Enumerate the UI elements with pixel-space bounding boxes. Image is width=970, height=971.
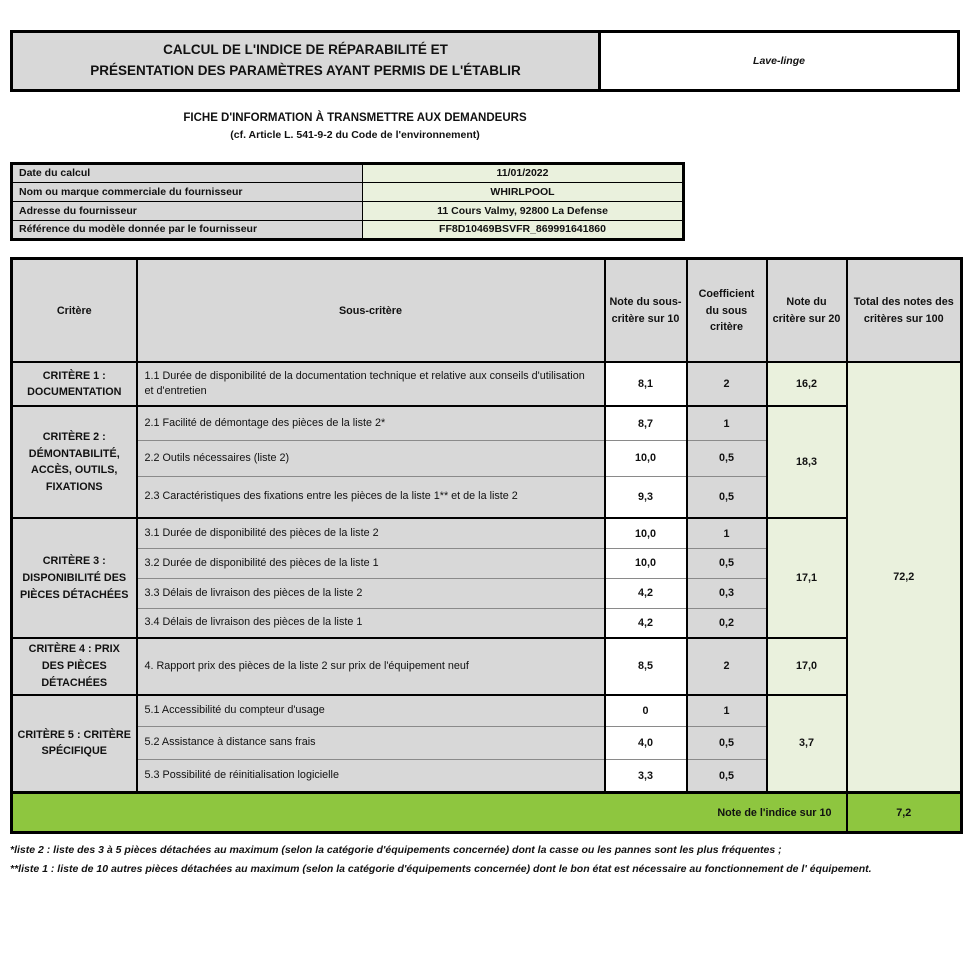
table-row bbox=[12, 406, 962, 440]
col-header-critere: Critère bbox=[12, 258, 137, 362]
coef-5-1: 1 bbox=[687, 695, 767, 727]
info-row-date bbox=[12, 163, 684, 182]
sous-critere-2-3: 2.3 Caractéristiques des fixations entre les pièces de la liste 1** et de la liste 2 bbox=[137, 476, 605, 518]
document-title-line2: PRÉSENTATION DES PARAMÈTRES AYANT PERMIS DE L'ÉTABLIR bbox=[90, 62, 521, 78]
sous-critere-2-2: 2.2 Outils nécessaires (liste 2) bbox=[137, 440, 605, 476]
supplier-info-table bbox=[10, 162, 685, 241]
info-value-address: 11 Cours Valmy, 92800 La Defense bbox=[363, 201, 684, 220]
document-title-line1: CALCUL DE L'INDICE DE RÉPARABILITÉ ET bbox=[163, 42, 448, 57]
note20-critere-3: 17,1 bbox=[767, 518, 847, 638]
sous-critere-1-1: 1.1 Durée de disponibilité de la documentation technique et relative aux conseils d'utilisation et d'entretien bbox=[137, 362, 605, 406]
sous-critere-5-1: 5.1 Accessibilité du compteur d'usage bbox=[137, 695, 605, 727]
coef-2-1: 1 bbox=[687, 406, 767, 440]
col-header-total: Total des notes des critères sur 100 bbox=[847, 258, 962, 362]
critere-5-label: CRITÈRE 5 : CRITÈRE SPÉCIFIQUE bbox=[12, 695, 137, 793]
coef-3-2: 0,5 bbox=[687, 548, 767, 578]
footnote-liste-2: *liste 2 : liste des 3 à 5 pièces détachées au maximum (selon la catégorie d'équipements concernée) dont la casse ou les pannes sont les plus fréquentes ; bbox=[10, 844, 782, 857]
note-2-1: 8,7 bbox=[605, 406, 687, 440]
col-header-coefficient: Coefficient du sous critère bbox=[687, 258, 767, 362]
note-4: 8,5 bbox=[605, 638, 687, 694]
index-result-value: 7,2 bbox=[847, 793, 962, 833]
note-2-2: 10,0 bbox=[605, 440, 687, 476]
info-label-address: Adresse du fournisseur bbox=[12, 201, 363, 220]
critere-3-label: CRITÈRE 3 : DISPONIBILITÉ DES PIÈCES DÉTACHÉES bbox=[12, 518, 137, 638]
subheader bbox=[10, 112, 700, 141]
index-result-row bbox=[12, 793, 962, 833]
table-row bbox=[12, 695, 962, 727]
critere-1-label: CRITÈRE 1 : DOCUMENTATION bbox=[12, 362, 137, 406]
coef-5-2: 0,5 bbox=[687, 727, 767, 760]
table-row bbox=[12, 638, 962, 694]
critere-2-label: CRITÈRE 2 : DÉMONTABILITÉ, ACCÈS, OUTILS, FIXATIONS bbox=[12, 406, 137, 518]
total-sur-100: 72,2 bbox=[847, 362, 962, 792]
note20-critere-4: 17,0 bbox=[767, 638, 847, 694]
critere-4-label: CRITÈRE 4 : PRIX DES PIÈCES DÉTACHÉES bbox=[12, 638, 137, 694]
subheader-line1: FICHE D'INFORMATION À TRANSMETTRE AUX DEMANDEURS bbox=[183, 111, 527, 124]
sous-critere-2-1: 2.1 Facilité de démontage des pièces de la liste 2* bbox=[137, 406, 605, 440]
note20-critere-2: 18,3 bbox=[767, 406, 847, 518]
header-band bbox=[10, 30, 960, 92]
note-3-1: 10,0 bbox=[605, 518, 687, 548]
table-row bbox=[12, 518, 962, 548]
coef-5-3: 0,5 bbox=[687, 760, 767, 793]
footnote-liste-1: **liste 1 : liste de 10 autres pièces détachées au maximum (selon la catégorie d'équipements concernée) dont le bon état est nécessaire au fonctionnement de l' équipement. bbox=[10, 862, 872, 875]
coef-3-4: 0,2 bbox=[687, 608, 767, 638]
coef-1-1: 2 bbox=[687, 362, 767, 406]
document-title bbox=[12, 32, 600, 91]
sous-critere-3-4: 3.4 Délais de livraison des pièces de la liste 1 bbox=[137, 608, 605, 638]
coef-3-1: 1 bbox=[687, 518, 767, 548]
sous-critere-4: 4. Rapport prix des pièces de la liste 2 sur prix de l'équipement neuf bbox=[137, 638, 605, 694]
index-result-label: Note de l'indice sur 10 bbox=[12, 793, 847, 833]
note20-critere-1: 16,2 bbox=[767, 362, 847, 406]
table-row bbox=[12, 362, 962, 406]
sous-critere-5-2: 5.2 Assistance à distance sans frais bbox=[137, 727, 605, 760]
coef-2-2: 0,5 bbox=[687, 440, 767, 476]
note20-critere-5: 3,7 bbox=[767, 695, 847, 793]
note-3-3: 4,2 bbox=[605, 578, 687, 608]
info-row-model bbox=[12, 220, 684, 239]
note-5-3: 3,3 bbox=[605, 760, 687, 793]
note-3-4: 4,2 bbox=[605, 608, 687, 638]
product-category: Lave-linge bbox=[600, 32, 959, 91]
info-value-brand: WHIRLPOOL bbox=[363, 182, 684, 201]
sous-critere-3-2: 3.2 Durée de disponibilité des pièces de la liste 1 bbox=[137, 548, 605, 578]
info-label-model: Référence du modèle donnée par le fournisseur bbox=[12, 220, 363, 239]
note-5-2: 4,0 bbox=[605, 727, 687, 760]
criteria-table-header-row bbox=[12, 258, 962, 362]
info-row-brand bbox=[12, 182, 684, 201]
criteria-table bbox=[10, 257, 963, 834]
sous-critere-3-3: 3.3 Délais de livraison des pièces de la liste 2 bbox=[137, 578, 605, 608]
info-row-address bbox=[12, 201, 684, 220]
col-header-sous-critere: Sous-critère bbox=[137, 258, 605, 362]
info-label-brand: Nom ou marque commerciale du fournisseur bbox=[12, 182, 363, 201]
sous-critere-3-1: 3.1 Durée de disponibilité des pièces de la liste 2 bbox=[137, 518, 605, 548]
col-header-note-sous-critere: Note du sous-critère sur 10 bbox=[605, 258, 687, 362]
info-value-model: FF8D10469BSVFR_869991641860 bbox=[363, 220, 684, 239]
coef-2-3: 0,5 bbox=[687, 476, 767, 518]
sous-critere-5-3: 5.3 Possibilité de réinitialisation logicielle bbox=[137, 760, 605, 793]
coef-3-3: 0,3 bbox=[687, 578, 767, 608]
footnotes bbox=[10, 841, 960, 879]
note-5-1: 0 bbox=[605, 695, 687, 727]
note-1-1: 8,1 bbox=[605, 362, 687, 406]
coef-4: 2 bbox=[687, 638, 767, 694]
info-label-date: Date du calcul bbox=[12, 163, 363, 182]
subheader-line2: (cf. Article L. 541-9-2 du Code de l'environnement) bbox=[230, 128, 480, 141]
note-2-3: 9,3 bbox=[605, 476, 687, 518]
info-value-date: 11/01/2022 bbox=[363, 163, 684, 182]
note-3-2: 10,0 bbox=[605, 548, 687, 578]
col-header-note-critere: Note du critère sur 20 bbox=[767, 258, 847, 362]
